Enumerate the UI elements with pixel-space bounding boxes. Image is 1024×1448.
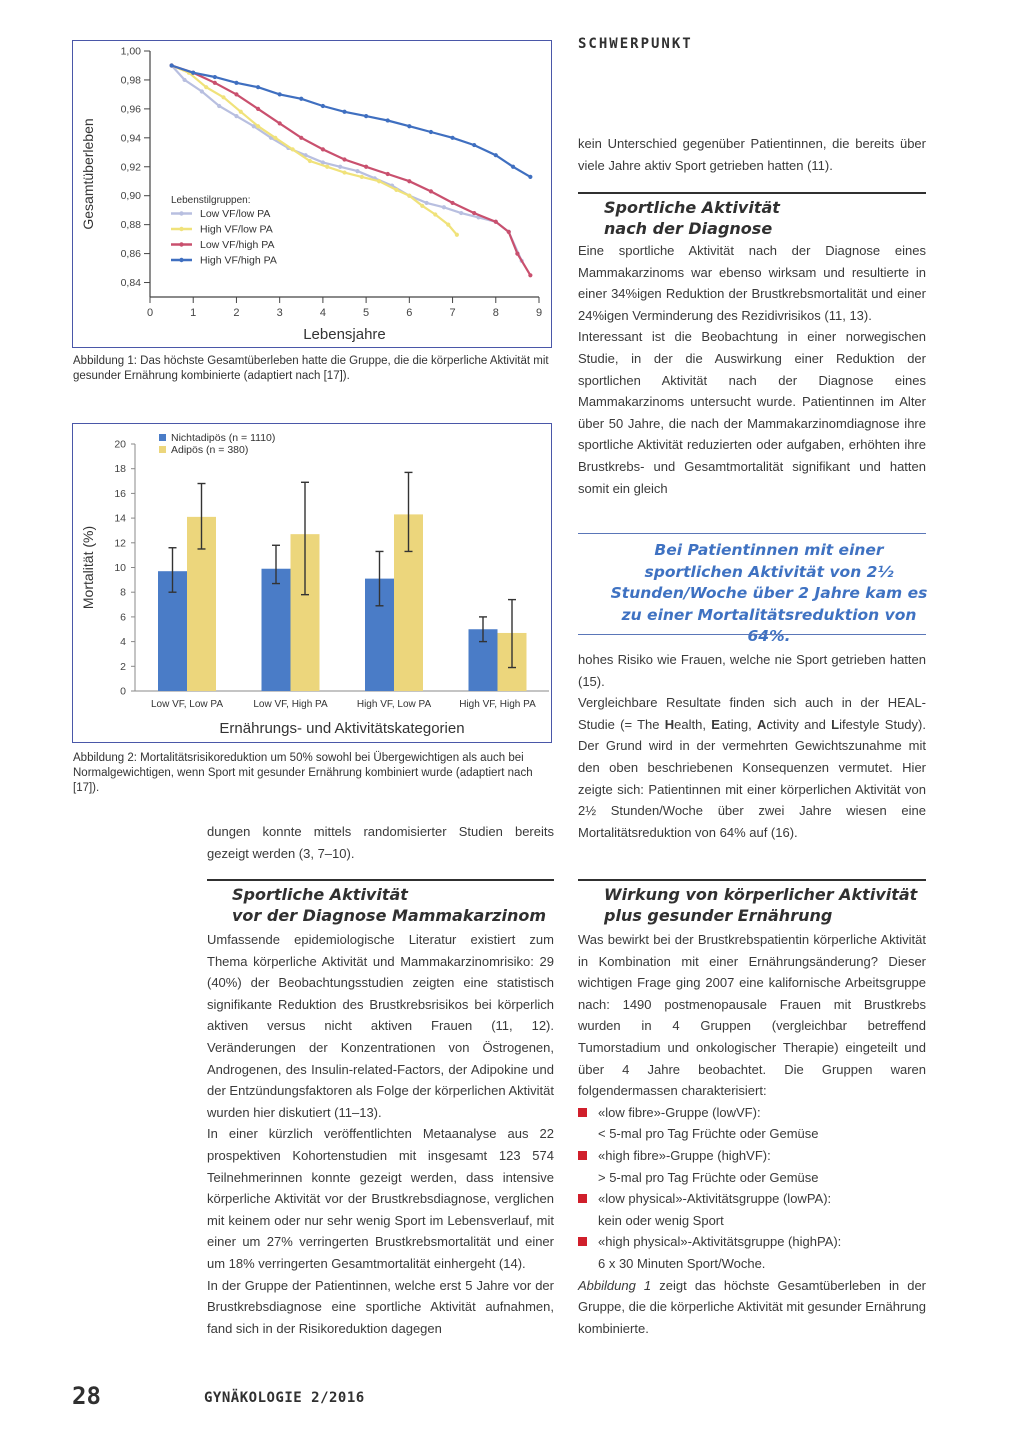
y-tick-label: 8: [120, 586, 126, 599]
y-tick-label: 16: [114, 487, 126, 500]
paragraph: hohes Risiko wie Frauen, welche nie Sport getrieben hatten (15).: [578, 652, 926, 689]
mid-column-continuation: dungen konnte mittels randomisierter Studien bereits gezeigt werden (3, 7–10).: [207, 824, 554, 861]
x-tick-label: 0: [146, 307, 154, 319]
data-point: [278, 121, 282, 125]
figure-2-caption: Abbildung 2: Mortalitätsrisikoreduktion um 50% sowohl bei Übergewichtigen als auch bei Normalgewichtigen, wenn Sport mit gesunder Ernährung kombiniert wurde (adaptiert nach [17]).: [73, 752, 533, 794]
data-point: [256, 107, 260, 111]
section-rule: [207, 879, 554, 881]
data-point: [386, 172, 390, 176]
data-point: [446, 223, 450, 227]
data-point: [364, 165, 368, 169]
data-point: [511, 165, 515, 169]
y-tick-label: 12: [114, 537, 126, 550]
legend-marker: [179, 227, 183, 231]
data-point: [450, 136, 454, 140]
paragraph: Vergleichbare Resultate finden sich auch in der HEAL-Studie (= The Health, Eating, Activity and Lifestyle Study). Der Grund wird in der vermehrten Gewichtszunahme mit den oben beschriebenen Konsequenzen vermutet. Hier zeigte sich: Patientinnen mit einer körperlichen Aktivität von 2½ Stunden/Woche über zwei Jahre wiesen eine Mortalitätsreduktion von 64% auf (16).: [578, 695, 926, 840]
data-point: [494, 153, 498, 157]
data-point: [355, 169, 359, 173]
data-point: [278, 92, 282, 96]
data-point: [204, 85, 208, 89]
bullet-square-icon: [578, 1194, 587, 1203]
data-point: [494, 220, 498, 224]
legend-label: Low VF/low PA: [200, 208, 271, 220]
y-tick-label: 0,90: [120, 190, 141, 203]
data-point: [170, 63, 174, 67]
x-tick-label: Low VF, Low PA: [150, 699, 224, 710]
bullet-label: «low physical»-Aktivitätsgruppe (lowPA):: [598, 1191, 832, 1207]
x-axis-label: Lebensjahre: [303, 326, 386, 343]
bullet-square-icon: [578, 1108, 587, 1117]
data-point: [450, 201, 454, 205]
bullet-label: «high fibre»-Gruppe (highVF):: [598, 1147, 771, 1163]
legend-label: Nichtadipös (n = 1110): [171, 432, 276, 444]
data-point: [217, 104, 221, 108]
data-point: [325, 165, 329, 169]
data-point: [234, 114, 238, 118]
x-tick-label: 8: [492, 307, 499, 319]
paragraph: Eine sportliche Aktivität nach der Diagnose eines Mammakarzinoms war ebenso wirksam und resultierte in einer 34%igen Reduktion der Brustkrebsmortalität und einer 24%igen Verminderung des Rezidivrisikos (11, 13).: [578, 243, 926, 323]
section-body-vor: [207, 929, 554, 1339]
paragraph: Umfassende epidemiologische Literatur existiert zum Thema körperliche Aktivität und Mammakarzinomrisiko: 29 (40%) der Beobachtungsstudien zeigten eine statistisch signifikante Reduktion des Brustkrebsrisikos bei körperlich aktiven versus nicht aktiven Frauen (11, 12). Veränderungen der Konzentrationen von Östrogenen, Androgenen, des Insulin-related-Factors, der Adipokine und der Entzündungsfaktoren als Folge der körperlichen Aktivität wurden hier diskutiert (11–13).: [207, 932, 554, 1120]
legend-label: Low VF/high PA: [200, 239, 275, 251]
section-header: SCHWERPUNKT: [578, 36, 693, 52]
y-tick-label: 0,94: [120, 132, 141, 145]
survival-line-chart: [73, 41, 551, 347]
data-point: [234, 81, 238, 85]
data-point: [299, 97, 303, 101]
paragraph: In der Gruppe der Patientinnen, welche erst 5 Jahre vor der Brustkrebsdiagnose eine sportliche Aktivität aufnahmen, fand sich in der Risikoreduktion dagegen: [207, 1277, 554, 1336]
y-tick-label: 0,98: [120, 74, 141, 87]
legend-title: Lebenstilgruppen:: [171, 195, 251, 206]
y-tick-label: 0,88: [120, 219, 141, 232]
section-heading-nach: Sportliche Aktivität nach der Diagnose: [604, 198, 780, 238]
figure-1-caption: Abbildung 1: Das höchste Gesamtüberleben hatte die Gruppe, die die körperliche Aktivität mit gesunder Ernährung kombinierte (adaptiert nach [17]).: [73, 355, 549, 382]
x-tick-label: 3: [276, 307, 283, 319]
x-tick-label: 6: [406, 307, 413, 319]
x-tick-label: 4: [319, 307, 326, 319]
x-tick-label: High VF, Low PA: [356, 699, 432, 710]
y-tick-label: 14: [114, 512, 126, 525]
list-item: [578, 1102, 926, 1145]
data-point: [182, 78, 186, 82]
bullet-detail: > 5-mal pro Tag Früchte oder Gemüse: [598, 1169, 819, 1185]
x-tick-label: High VF, High PA: [459, 699, 536, 710]
bullet-label: «high physical»-Aktivitätsgruppe (highPA):: [598, 1234, 842, 1250]
data-point: [342, 157, 346, 161]
data-point: [442, 205, 446, 209]
y-tick-label: 0,86: [120, 248, 141, 261]
data-point: [360, 175, 364, 179]
legend-label: High VF/low PA: [200, 223, 273, 236]
data-point: [407, 194, 411, 198]
legend-marker: [179, 258, 183, 262]
y-tick-label: 4: [120, 636, 126, 649]
right-column-continuation: kein Unterschied gegenüber Patientinnen, die bereits über viele Jahre aktiv Sport getrieben hatten (11).: [578, 136, 926, 173]
figure-2-chart: [72, 423, 552, 743]
data-point: [221, 95, 225, 99]
y-tick-label: 10: [114, 562, 126, 574]
data-point: [239, 110, 243, 114]
data-point: [342, 170, 346, 174]
data-point: [321, 147, 325, 151]
legend-swatch: [159, 434, 166, 441]
y-tick-label: 0: [120, 685, 126, 698]
paragraph: Abbildung 1 zeigt das höchste Gesamtüberleben in der Gruppe, die die körperliche Aktivität mit gesunder Ernährung kombinierte.: [578, 1277, 927, 1336]
y-tick-label: 0,84: [120, 277, 141, 290]
section-body-after-quote: [578, 649, 926, 843]
x-tick-label: 1: [190, 307, 197, 319]
bar: [262, 569, 291, 691]
y-tick-label: 20: [114, 438, 126, 451]
data-point: [394, 188, 398, 192]
legend-marker: [179, 211, 183, 215]
data-point: [338, 165, 342, 169]
list-item: [578, 1145, 926, 1188]
bullet-detail: < 5-mal pro Tag Früchte oder Gemüse: [598, 1126, 819, 1142]
y-tick-label: 2: [120, 660, 126, 673]
data-point: [213, 81, 217, 85]
paragraph: Was bewirkt bei der Brustkrebspatientin körperliche Aktivität in Kombination mit einer Ernährungsänderung? Dieser wichtigen Frage ging 2007 eine kalifornische Arbeitsgruppe nach: 1490 postmenopausale Frauen mit Brustkrebs wurden in 4 Gruppen (vergleichbar betreffend Tumorstadium und onkologischer Therapie) eingeteilt und über 4 Jahre beobachtet. Die Gruppen waren folgendermassen charakterisiert:: [578, 932, 926, 1099]
data-point: [472, 143, 476, 147]
data-point: [528, 273, 532, 277]
bullet-detail: kein oder wenig Sport: [598, 1212, 724, 1228]
y-tick-label: 0,96: [120, 103, 141, 116]
data-point: [429, 130, 433, 134]
paragraph: Interessant ist die Beobachtung in einer norwegischen Studie, in der die Auswirkung einer Reduktion der sportlichen Aktivität nach der Diagnose eines Mammakarzinoms untersucht wurde. Patientinnen im Alter über 50 Jahre, die nach der Mammakarzinomdiagnose ihre sportliche Aktivität reduzierten oder aufgaben, erhöhten ihre Brustkrebs- und Gesamtmortalität signifikant und hatten somit ein gleich: [578, 329, 926, 496]
data-point: [386, 118, 390, 122]
y-tick-label: 0,92: [120, 161, 141, 174]
y-tick-label: 6: [120, 611, 126, 624]
data-point: [273, 136, 277, 140]
y-tick-label: 1,00: [120, 45, 141, 58]
data-point: [256, 124, 260, 128]
data-point: [191, 71, 195, 75]
list-item: [578, 1231, 926, 1274]
x-tick-label: 7: [449, 307, 456, 319]
data-point: [256, 85, 260, 89]
page-number: 28: [72, 1382, 101, 1410]
x-tick-label: 2: [233, 307, 240, 319]
data-point: [321, 104, 325, 108]
data-point: [308, 159, 312, 163]
pullquote-rule-top: [578, 533, 926, 534]
pullquote: Bei Patientinnen mit einer sportlichen Aktivität von 2½ Stunden/Woche über 2 Jahre kam es zu einer Mortalitätsreduktion von 64%.: [610, 541, 928, 645]
data-point: [342, 110, 346, 114]
data-point: [459, 211, 463, 215]
data-point: [291, 147, 295, 151]
section-rule: [578, 879, 926, 881]
mortality-bar-chart: [73, 424, 551, 742]
legend-marker: [179, 242, 183, 246]
data-point: [515, 251, 519, 255]
bullet-square-icon: [578, 1151, 587, 1160]
data-point: [420, 204, 424, 208]
data-point: [234, 92, 238, 96]
data-point: [407, 179, 411, 183]
pullquote-rule-bottom: [578, 634, 926, 635]
figure-1-chart: [72, 40, 552, 348]
data-point: [364, 114, 368, 118]
legend-label: High VF/high PA: [200, 254, 277, 267]
y-axis-label: Mortalität (%): [80, 525, 96, 610]
section-heading-vor: Sportliche Aktivität vor der Diagnose Mammakarzinom: [232, 885, 547, 925]
section-body-nach: [578, 240, 926, 499]
bullet-list: [578, 1102, 926, 1275]
data-point: [528, 175, 532, 179]
data-point: [433, 212, 437, 216]
x-tick-label: 9: [535, 307, 543, 319]
data-point: [200, 89, 204, 93]
series-line: [172, 66, 531, 177]
data-point: [455, 233, 459, 237]
x-axis-label: Ernährungs- und Aktivitätskategorien: [219, 720, 465, 737]
data-point: [377, 179, 381, 183]
bullet-detail: 6 x 30 Minuten Sport/Woche.: [598, 1255, 766, 1271]
legend-swatch: [159, 446, 166, 453]
bullet-square-icon: [578, 1237, 587, 1246]
bullet-label: «low fibre»-Gruppe (lowVF):: [598, 1104, 761, 1120]
data-point: [213, 75, 217, 79]
list-item: [578, 1188, 926, 1231]
x-tick-label: Low VF, High PA: [253, 699, 328, 710]
data-point: [472, 211, 476, 215]
y-axis-label: Gesamtüberleben: [80, 118, 96, 230]
data-point: [407, 124, 411, 128]
data-point: [425, 201, 429, 205]
journal-title: GYNÄKOLOGIE 2/2016: [204, 1390, 365, 1406]
section-body-wirkung: [578, 929, 926, 1339]
data-point: [507, 230, 511, 234]
paragraph: In einer kürzlich veröffentlichten Metaanalyse aus 22 prospektiven Kohortenstudien mit insgesamt 123 574 Teilnehmerinnen konnte gezeigt werden, dass intensive körperliche Aktivität vor der Brustkrebsdiagnose, verglichen mit keinem oder nur sehr wenig Sport im Lebensverlauf, mit einer um 27% verringerten Brustkrebsmortalität und einer um 18% verringerten Gesamtmortalität einhergeht (14).: [207, 1126, 554, 1271]
x-tick-label: 5: [363, 307, 370, 319]
y-tick-label: 18: [114, 463, 126, 476]
section-heading-wirkung: Wirkung von körperlicher Aktivität plus gesunder Ernährung: [604, 885, 918, 925]
section-rule: [578, 192, 926, 194]
data-point: [429, 189, 433, 193]
data-point: [299, 136, 303, 140]
legend-label: Adipös (n = 380): [171, 444, 249, 456]
